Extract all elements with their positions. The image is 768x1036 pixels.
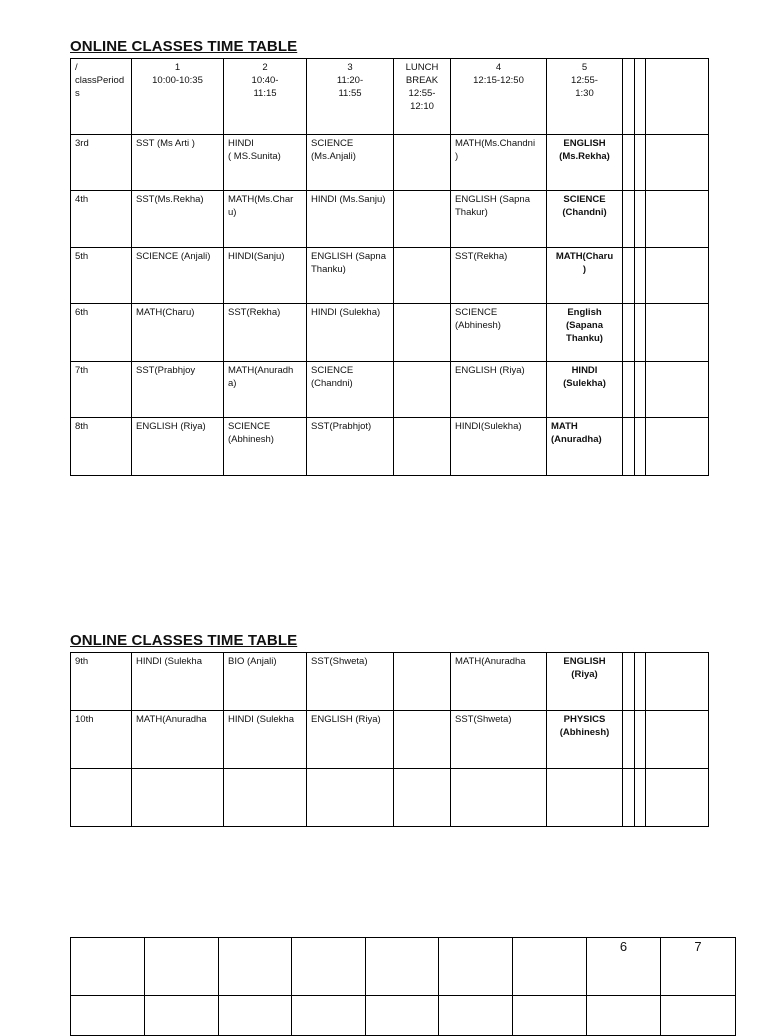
period-3-cell: SST(Shweta) (307, 653, 394, 711)
header-period-4: 4 12:15-12:50 (451, 59, 547, 135)
empty-cell (635, 304, 646, 362)
empty-cell (219, 938, 292, 996)
empty-cell (646, 711, 709, 769)
class-cell: 6th (71, 304, 132, 362)
empty-cell (635, 769, 646, 827)
header-row (71, 59, 709, 135)
period-4-cell: HINDI(Sulekha) (451, 418, 547, 476)
empty-cell (635, 248, 646, 304)
header-period-1: 1 10:00-10:35 (132, 59, 224, 135)
header-corner: / classPeriod s (71, 59, 132, 135)
period-2-cell: HINDI(Sanju) (224, 248, 307, 304)
period-5-cell: MATH (Anuradha) (547, 418, 623, 476)
empty-cell (623, 135, 635, 191)
empty-cell (623, 653, 635, 711)
table-row (71, 769, 709, 827)
period-3-cell: SCIENCE (Chandni) (307, 362, 394, 418)
empty-cell (635, 362, 646, 418)
empty-cell (623, 769, 635, 827)
lunch-cell (394, 304, 451, 362)
table-row (71, 653, 709, 711)
period-3-cell: SST(Prabhjot) (307, 418, 394, 476)
empty-cell (623, 191, 635, 248)
period-1-cell: SST(Prabhjoy (132, 362, 224, 418)
class-cell: 3rd (71, 135, 132, 191)
empty-cell (646, 191, 709, 248)
period-5-cell: ENGLISH (Riya) (547, 653, 623, 711)
column-number-7: 7 (661, 938, 736, 996)
header-lunch-break: LUNCH BREAK 12:55- 12:10 (394, 59, 451, 135)
empty-cell (623, 59, 635, 135)
period-4-cell: SCIENCE (Abhinesh) (451, 304, 547, 362)
lunch-cell (394, 769, 451, 827)
table-row (71, 191, 709, 248)
empty-cell (513, 938, 587, 996)
period-3-cell: HINDI (Sulekha) (307, 304, 394, 362)
lunch-cell (394, 248, 451, 304)
period-5-cell: MATH(Charu ) (547, 248, 623, 304)
column-number-6: 6 (587, 938, 661, 996)
period-3-cell (307, 769, 394, 827)
empty-cell (623, 304, 635, 362)
class-cell: 8th (71, 418, 132, 476)
period-3-cell: SCIENCE (Ms.Anjali) (307, 135, 394, 191)
empty-cell (292, 938, 366, 996)
empty-cell (623, 711, 635, 769)
empty-cell (366, 938, 439, 996)
lunch-cell (394, 362, 451, 418)
lunch-cell (394, 135, 451, 191)
header-period-2: 2 10:40- 11:15 (224, 59, 307, 135)
empty-cell (646, 248, 709, 304)
period-4-cell: SST(Shweta) (451, 711, 547, 769)
period-4-cell: ENGLISH (Sapna Thakur) (451, 191, 547, 248)
timetable-title: ONLINE CLASSES TIME TABLE (70, 38, 298, 55)
period-3-cell: HINDI (Ms.Sanju) (307, 191, 394, 248)
period-2-cell (224, 769, 307, 827)
timetable-main (70, 58, 709, 476)
period-4-cell: ENGLISH (Riya) (451, 362, 547, 418)
period-5-cell: ENGLISH (Ms.Rekha) (547, 135, 623, 191)
period-3-cell: ENGLISH (Riya) (307, 711, 394, 769)
class-cell: 5th (71, 248, 132, 304)
table-row (71, 304, 709, 362)
empty-cell (646, 418, 709, 476)
empty-cell (513, 996, 587, 1036)
period-4-cell: MATH(Anuradha (451, 653, 547, 711)
period-1-cell: ENGLISH (Riya) (132, 418, 224, 476)
empty-cell (646, 362, 709, 418)
period-1-cell: MATH(Anuradha (132, 711, 224, 769)
empty-cell (71, 996, 145, 1036)
period-2-cell: HINDI (Sulekha (224, 711, 307, 769)
empty-cell (71, 938, 145, 996)
empty-cell (292, 996, 366, 1036)
class-cell (71, 769, 132, 827)
lunch-cell (394, 711, 451, 769)
table-row (71, 996, 736, 1036)
table-row (71, 418, 709, 476)
class-cell: 9th (71, 653, 132, 711)
class-cell: 7th (71, 362, 132, 418)
empty-cell (623, 248, 635, 304)
period-5-cell: English (Sapana Thanku) (547, 304, 623, 362)
empty-cell (623, 418, 635, 476)
period-2-cell: MATH(Anuradh a) (224, 362, 307, 418)
empty-cell (635, 191, 646, 248)
lunch-cell (394, 418, 451, 476)
period-1-cell: SST(Ms.Rekha) (132, 191, 224, 248)
table-row (71, 248, 709, 304)
period-2-cell: SCIENCE (Abhinesh) (224, 418, 307, 476)
empty-cell (366, 996, 439, 1036)
timetable-secondary (70, 652, 709, 827)
period-5-cell: HINDI (Sulekha) (547, 362, 623, 418)
period-2-cell: HINDI ( MS.Sunita) (224, 135, 307, 191)
empty-cell (661, 996, 736, 1036)
empty-cell (219, 996, 292, 1036)
empty-cell (646, 135, 709, 191)
empty-cell (635, 59, 646, 135)
class-cell: 4th (71, 191, 132, 248)
period-1-cell: SCIENCE (Anjali) (132, 248, 224, 304)
period-3-cell: ENGLISH (Sapna Thanku) (307, 248, 394, 304)
class-cell: 10th (71, 711, 132, 769)
empty-cell (587, 996, 661, 1036)
table-row (71, 711, 709, 769)
lunch-cell (394, 191, 451, 248)
empty-cell (635, 653, 646, 711)
lunch-cell (394, 653, 451, 711)
table-row (71, 135, 709, 191)
period-2-cell: BIO (Anjali) (224, 653, 307, 711)
empty-cell (145, 996, 219, 1036)
empty-cell (646, 59, 709, 135)
header-period-3: 3 11:20- 11:55 (307, 59, 394, 135)
period-1-cell (132, 769, 224, 827)
empty-cell (635, 711, 646, 769)
empty-cell (439, 938, 513, 996)
empty-cell (646, 653, 709, 711)
header-period-5: 5 12:55- 1:30 (547, 59, 623, 135)
timetable-blank-grid (70, 937, 736, 1036)
empty-cell (145, 938, 219, 996)
period-4-cell: MATH(Ms.Chandni ) (451, 135, 547, 191)
period-1-cell: HINDI (Sulekha (132, 653, 224, 711)
empty-cell (623, 362, 635, 418)
period-4-cell (451, 769, 547, 827)
empty-cell (646, 769, 709, 827)
period-5-cell: PHYSICS (Abhinesh) (547, 711, 623, 769)
table-row (71, 938, 736, 996)
empty-cell (439, 996, 513, 1036)
period-1-cell: SST (Ms Arti ) (132, 135, 224, 191)
period-2-cell: MATH(Ms.Char u) (224, 191, 307, 248)
empty-cell (635, 135, 646, 191)
period-5-cell (547, 769, 623, 827)
empty-cell (635, 418, 646, 476)
timetable-title-2: ONLINE CLASSES TIME TABLE (70, 632, 298, 649)
period-5-cell: SCIENCE (Chandni) (547, 191, 623, 248)
table-row (71, 362, 709, 418)
period-2-cell: SST(Rekha) (224, 304, 307, 362)
period-1-cell: MATH(Charu) (132, 304, 224, 362)
empty-cell (646, 304, 709, 362)
period-4-cell: SST(Rekha) (451, 248, 547, 304)
